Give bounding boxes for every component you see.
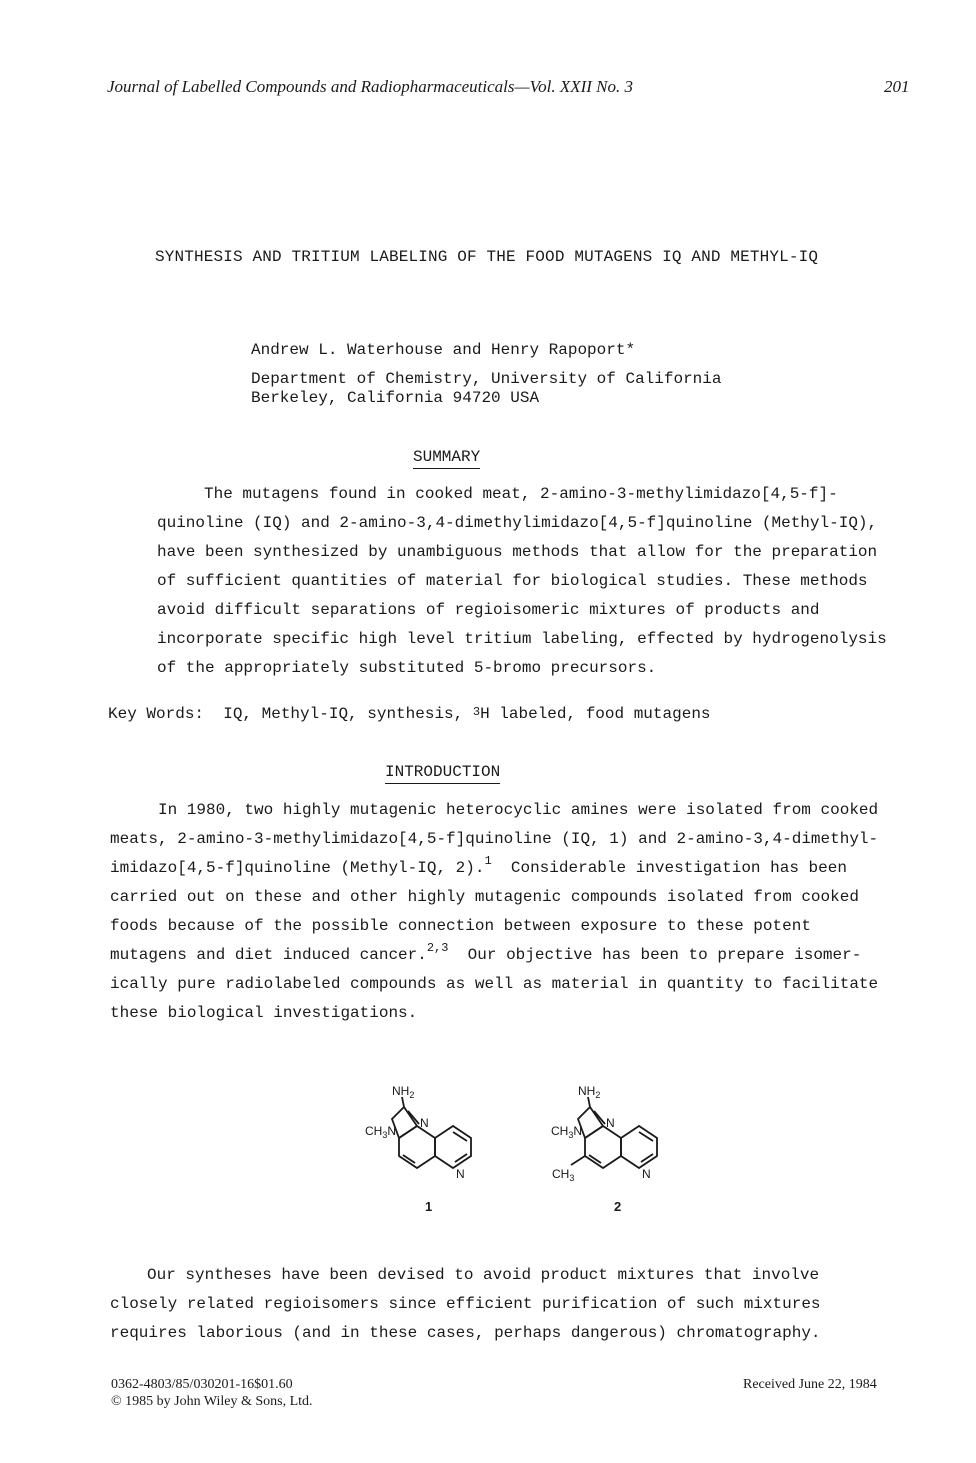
compound-2-label: 2 <box>614 1199 622 1214</box>
article-title: SYNTHESIS AND TRITIUM LABELING OF THE FOOD MUTAGENS IQ AND METHYL-IQ <box>155 248 819 266</box>
ring-nitrogen-label: N <box>606 1116 615 1130</box>
key-words-label: Key Words: <box>108 705 205 723</box>
amino-group-label: $NH_2$ <box>392 1084 415 1100</box>
introduction-heading: INTRODUCTION <box>385 763 500 784</box>
n-methyl-label: $CH_3N$ <box>551 1124 583 1140</box>
intro-line-text: Our objective has been to prepare isomer- <box>467 946 862 964</box>
summary-line: have been synthesized by unambiguous methods that allow for the preparation <box>157 543 878 561</box>
page-number: 201 <box>884 77 910 96</box>
received-date: Received June 22, 1984 <box>743 1377 877 1392</box>
n-methyl-label: $CH_3N$ <box>365 1124 397 1140</box>
benzene-ring <box>585 1126 621 1168</box>
compound-1-structure <box>392 1097 471 1168</box>
isotope-superscript: 3 <box>472 705 481 719</box>
closing-line: Our syntheses have been devised to avoid product mixtures that involve <box>147 1266 820 1284</box>
quinoline-nitrogen-label: N <box>642 1167 651 1181</box>
intro-line-text: mutagens and diet induced cancer. <box>110 946 427 964</box>
summary-heading: SUMMARY <box>413 448 480 469</box>
summary-line: of the appropriately substituted 5-bromo precursors. <box>157 659 657 677</box>
intro-line: meats, 2-amino-3-methylimidazo[4,5-f]quinoline (IQ, 1) and 2-amino-3,4-dimethyl- <box>110 830 879 848</box>
quinoline-nitrogen-label: N <box>456 1167 465 1181</box>
issn-code: 0362-4803/85/030201-16$01.60 <box>111 1377 293 1392</box>
compound-1-label: 1 <box>425 1199 433 1214</box>
closing-line: closely related regioisomers since efficient purification of such mixtures <box>110 1295 821 1313</box>
intro-line: carried out on these and other highly mutagenic compounds isolated from cooked <box>110 888 859 906</box>
intro-line: In 1980, two highly mutagenic heterocyclic amines were isolated from cooked <box>158 801 879 819</box>
key-words-list: IQ, Methyl-IQ, synthesis, <box>223 705 464 723</box>
reference-superscript: 2,3 <box>426 941 449 955</box>
intro-line: these biological investigations. <box>110 1004 418 1022</box>
intro-line <box>110 941 861 971</box>
copyright-notice: © 1985 by John Wiley & Sons, Ltd. <box>111 1394 313 1409</box>
chemical-structures-figure <box>355 1083 675 1218</box>
affiliation-line-1: Department of Chemistry, University of California <box>251 370 722 388</box>
key-words <box>108 705 711 723</box>
summary-line: avoid difficult separations of regioisomeric mixtures of products and <box>157 601 820 619</box>
c-methyl-label: $CH_3$ <box>552 1167 575 1183</box>
closing-line: requires laborious (and in these cases, perhaps dangerous) chromatography. <box>110 1324 821 1342</box>
summary-line: incorporate specific high level tritium labeling, effected by hydrogenolysis <box>157 630 887 648</box>
journal-header: Journal of Labelled Compounds and Radiopharmaceuticals—Vol. XXII No. 3 <box>107 77 634 96</box>
reference-superscript: 1 <box>484 854 492 868</box>
intro-line-text: Considerable investigation has been <box>510 859 847 877</box>
authors: Andrew L. Waterhouse and Henry Rapoport* <box>251 341 636 359</box>
summary-line: quinoline (IQ) and 2-amino-3,4-dimethylimidazo[4,5-f]quinoline (Methyl-IQ), <box>157 514 878 532</box>
summary-line: The mutagens found in cooked meat, 2-amino-3-methylimidazo[4,5-f]- <box>204 485 838 503</box>
intro-line <box>110 854 847 884</box>
compound-2-structure <box>571 1097 657 1168</box>
intro-line: foods because of the possible connection between exposure to these potent <box>110 917 811 935</box>
affiliation-line-2: Berkeley, California 94720 USA <box>251 389 540 407</box>
key-words-list-rest: H labeled, food mutagens <box>480 705 711 723</box>
intro-line: ically pure radiolabeled compounds as well as material in quantity to facilitate <box>110 975 879 993</box>
ring-nitrogen-label: N <box>420 1116 429 1130</box>
intro-line-text: imidazo[4,5-f]quinoline (Methyl-IQ, 2). <box>110 859 485 877</box>
summary-line: of sufficient quantities of material for biological studies. These methods <box>157 572 868 590</box>
amino-group-label: $NH_2$ <box>578 1084 601 1100</box>
benzene-ring <box>399 1126 435 1168</box>
